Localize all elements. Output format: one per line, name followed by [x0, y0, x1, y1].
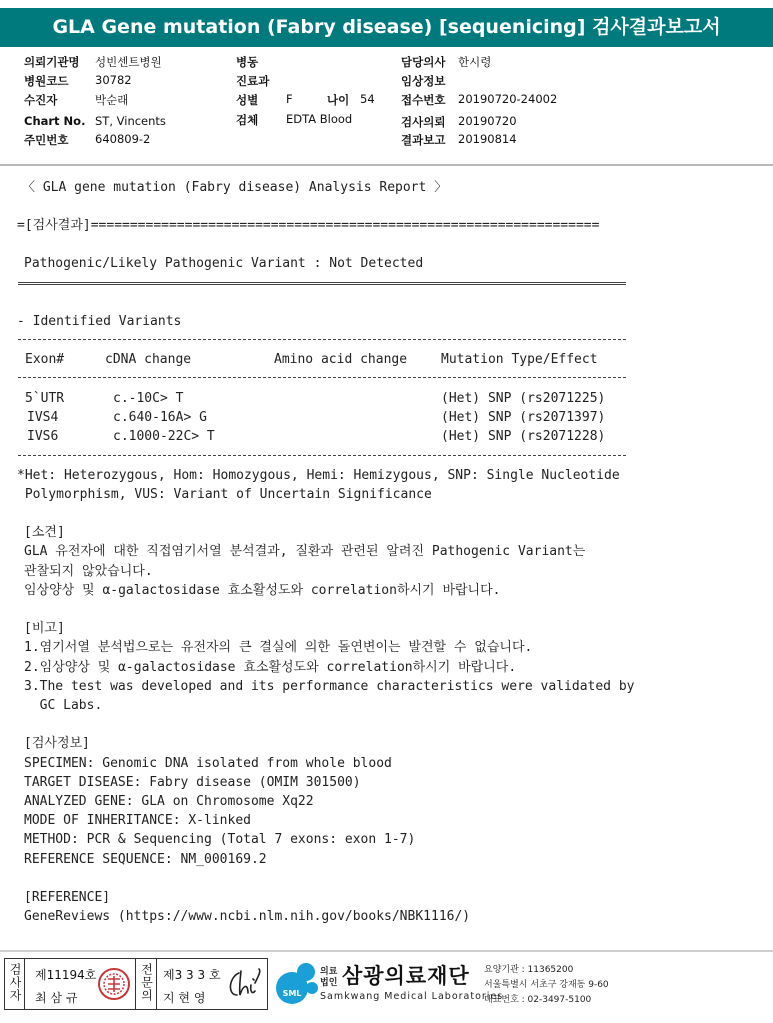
- reference-link[interactable]: GeneReviews (https://www.ncbi.nlm.nih.gov/books/NBK1116/): [24, 909, 471, 924]
- organization-name: 삼광의료재단: [342, 964, 470, 988]
- opinion-line: 임상양상 및 α-galactosidase 효소활성도와 correlation하시기 바랍니다.: [24, 583, 501, 598]
- code-label: 병원코드: [24, 74, 69, 88]
- request-label: 검사의뢰: [401, 115, 446, 129]
- result-section-header: =[검사결과]=================================================================: [17, 218, 600, 233]
- examiner-seal-icon: [97, 967, 131, 1001]
- report-date-label: 결과보고: [401, 133, 446, 147]
- org-address: 서울특별시 서초구 강재동 9-60: [484, 980, 609, 990]
- opinion-title: [소견]: [24, 525, 65, 540]
- report-heading: 〈 GLA gene mutation (Fabry disease) Analysis Report 〉: [22, 180, 448, 195]
- identified-variants-heading: - Identified Variants: [17, 314, 182, 329]
- sex-label: 성별: [236, 93, 259, 107]
- variant-cdna: c.1000-22C> T: [113, 429, 215, 444]
- org-prefix-bottom: 법인: [320, 978, 338, 988]
- age-value: 54: [360, 92, 375, 106]
- signature-box: [4, 958, 268, 1010]
- chart-value: ST, Vincents: [95, 114, 166, 128]
- specialist-label: 전문의: [135, 959, 157, 1009]
- variant-cdna: c.640-16A> G: [113, 410, 207, 425]
- reference-title: [REFERENCE]: [24, 890, 111, 905]
- examiner-license: 제11194호: [35, 968, 97, 982]
- svg-text:SML: SML: [282, 989, 302, 998]
- variant-exon: 5`UTR: [25, 391, 65, 406]
- examinee-label: 수진자: [24, 93, 58, 107]
- table-header-rule: [18, 377, 626, 378]
- remarks-line: GC Labs.: [24, 698, 103, 713]
- info-line: TARGET DISEASE: Fabry disease (OMIM 301500): [24, 775, 361, 790]
- remarks-line: 1.염기서열 분석법으로는 유전자의 큰 결실에 의한 돌연변이는 발견할 수 없습니다.: [24, 640, 533, 655]
- examinee-value: 박순래: [95, 93, 129, 107]
- examiner-label: 검사자: [5, 959, 25, 1009]
- org-prefix-top: 의료: [320, 967, 338, 977]
- age-label: 나이: [327, 93, 350, 107]
- rrn-label: 주민번호: [24, 133, 69, 147]
- receipt-label: 접수번호: [401, 93, 446, 107]
- info-line: METHOD: PCR & Sequencing (Total 7 exons: exon 1-7): [24, 832, 416, 847]
- doctor-label: 담당의사: [401, 55, 446, 69]
- remarks-line: 3.The test was developed and its performance characteristics were validated by: [24, 679, 635, 694]
- report-date-value: 20190814: [458, 132, 517, 146]
- organization-name-en: Samkwang Medical Laboratories: [320, 991, 504, 1002]
- chart-label: Chart No.: [24, 114, 86, 128]
- rrn-value: 640809-2: [95, 132, 151, 146]
- table-top-rule: [18, 339, 626, 340]
- col-exon: Exon#: [25, 352, 65, 367]
- remarks-title: [비고]: [24, 621, 65, 636]
- opinion-line: GLA 유전자에 대한 직접염기서열 분석결과, 질환과 관련된 알려진 Pathogenic Variant는: [24, 544, 586, 559]
- patient-info-header: [0, 54, 773, 164]
- specimen-label: 검체: [236, 113, 259, 127]
- sex-value: F: [286, 92, 293, 106]
- organization-block: [272, 958, 772, 1010]
- variant-cdna: c.-10C> T: [113, 391, 184, 406]
- footer-divider: [0, 950, 773, 952]
- col-effect: Mutation Type/Effect: [441, 352, 598, 367]
- request-value: 20190720: [458, 114, 517, 128]
- sml-logo-icon: [272, 960, 320, 1006]
- specimen-value: EDTA Blood: [286, 112, 353, 126]
- header-divider: [0, 164, 773, 166]
- variant-effect: (Het) SNP (rs2071225): [441, 391, 606, 406]
- remarks-line: 2.임상양상 및 α-galactosidase 효소활성도와 correlation하시기 바랍니다.: [24, 660, 517, 675]
- org-code: 요양기관 : 11365200: [484, 965, 574, 975]
- info-line: ANALYZED GENE: GLA on Chromosome Xq22: [24, 794, 314, 809]
- variant-exon: IVS6: [27, 429, 59, 444]
- opinion-line: 관찰되지 않았습니다.: [24, 564, 153, 579]
- clinical-label: 임상정보: [401, 74, 446, 88]
- ward-label: 병동: [236, 55, 259, 69]
- footnote-continued: Polymorphism, VUS: Variant of Uncertain Significance: [17, 487, 432, 502]
- report-title: GLA Gene mutation (Fabry disease) [sequenicing] 검사결과보고서: [0, 8, 773, 47]
- result-line: Pathogenic/Likely Pathogenic Variant : Not Detected: [24, 256, 424, 271]
- signature-icon: [223, 965, 263, 1003]
- specialist-name: 지 현 영: [163, 991, 206, 1005]
- org-phone: 대표번호 : 02-3497-5100: [484, 995, 592, 1005]
- hospital-label: 의뢰기관명: [24, 55, 80, 69]
- result-rule: [18, 282, 626, 285]
- info-line: REFERENCE SEQUENCE: NM_000169.2: [24, 852, 267, 867]
- variant-effect: (Het) SNP (rs2071228): [441, 429, 606, 444]
- dept-label: 진료과: [236, 74, 270, 88]
- variant-exon: IVS4: [27, 410, 59, 425]
- specialist-license: 제3 3 3 호: [163, 968, 221, 982]
- code-value: 30782: [95, 73, 132, 87]
- table-bottom-rule: [18, 455, 626, 456]
- info-line: MODE OF INHERITANCE: X-linked: [24, 813, 251, 828]
- receipt-value: 20190720-24002: [458, 92, 558, 106]
- examiner-name: 최 삼 규: [35, 991, 78, 1005]
- doctor-value: 한시령: [458, 55, 492, 69]
- col-cdna: cDNA change: [105, 352, 192, 367]
- col-amino: Amino acid change: [274, 352, 408, 367]
- hospital-value: 성빈센트병원: [95, 55, 162, 69]
- info-line: SPECIMEN: Genomic DNA isolated from whole blood: [24, 756, 392, 771]
- variant-effect: (Het) SNP (rs2071397): [441, 410, 606, 425]
- info-title: [검사정보]: [24, 736, 90, 751]
- footnote: *Het: Heterozygous, Hom: Homozygous, Hemi: Hemizygous, SNP: Single Nucleotide: [17, 468, 620, 483]
